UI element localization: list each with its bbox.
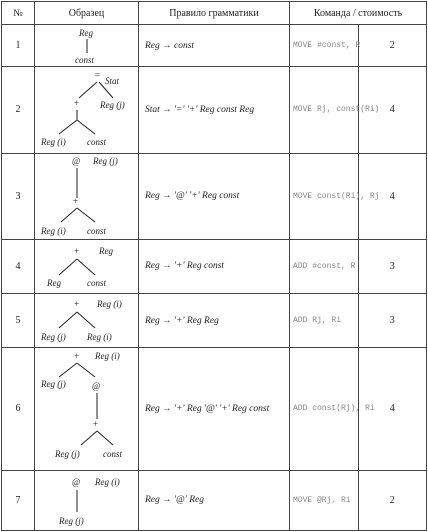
tree-edge bbox=[77, 259, 95, 275]
tree-node: const bbox=[86, 226, 106, 237]
tree-edge bbox=[77, 208, 95, 222]
grammar-rule: Reg → const bbox=[139, 25, 290, 67]
tree-node: + bbox=[92, 418, 98, 429]
table-row bbox=[2, 470, 427, 530]
row-number: 4 bbox=[2, 239, 35, 293]
header-pattern: Образец bbox=[35, 2, 139, 25]
tree-diagram bbox=[37, 241, 137, 291]
row-number: 6 bbox=[2, 348, 35, 470]
row-number: 1 bbox=[2, 25, 35, 67]
table-row bbox=[2, 239, 427, 293]
tree-node: Reg (i) bbox=[40, 226, 66, 237]
tree-node: Reg (j) bbox=[40, 378, 66, 389]
tree-node: + bbox=[73, 97, 79, 108]
tree-diagram bbox=[37, 26, 137, 66]
tree-node: Reg bbox=[78, 27, 93, 38]
tree-node: const bbox=[86, 136, 106, 147]
tree-node: Reg (j) bbox=[58, 516, 84, 527]
tree-node: Reg bbox=[46, 278, 61, 289]
table-row bbox=[2, 348, 427, 470]
tree-node: + bbox=[73, 350, 79, 361]
command: ADD const(Rj), Ri bbox=[290, 348, 359, 470]
grammar-rule: Reg → '+' Reg '@' '+' Reg const bbox=[139, 348, 290, 470]
tree-edge bbox=[59, 363, 77, 377]
pattern-tree bbox=[35, 25, 139, 67]
tree-edge bbox=[77, 120, 95, 134]
tree-node: + bbox=[73, 246, 79, 257]
header-rule: Правило грамматики bbox=[139, 2, 290, 25]
tree-node: Reg (i) bbox=[94, 350, 120, 361]
tree-node: Reg (i) bbox=[40, 136, 66, 147]
row-number: 7 bbox=[2, 470, 35, 530]
cost-value: 2 bbox=[358, 25, 427, 67]
grammar-rule: Reg → '@' '+' Reg const bbox=[139, 153, 290, 239]
tree-edge bbox=[59, 312, 77, 328]
tree-node: @ bbox=[91, 380, 100, 391]
cost-value: 3 bbox=[358, 239, 427, 293]
tree-node: @ bbox=[71, 477, 80, 488]
grammar-rule: Stat → '=' '+' Reg const Reg bbox=[139, 67, 290, 153]
tree-node: Reg bbox=[98, 246, 113, 257]
table-row bbox=[2, 67, 427, 153]
grammar-rule: Reg → '+' Reg Reg bbox=[139, 294, 290, 348]
cost-value: 4 bbox=[358, 67, 427, 153]
tree-node: Reg (j) bbox=[92, 156, 118, 167]
tree-edge bbox=[81, 431, 97, 445]
tree-diagram bbox=[37, 349, 137, 469]
tree-node: const bbox=[74, 54, 94, 65]
tree-edge bbox=[97, 431, 113, 445]
tree-diagram bbox=[37, 472, 137, 528]
grammar-rule: Reg → '@' Reg bbox=[139, 470, 290, 530]
command: ADD #const, R bbox=[290, 239, 359, 293]
command: ADD Rj, Ri bbox=[290, 294, 359, 348]
pattern-tree bbox=[35, 294, 139, 348]
header-row bbox=[2, 2, 427, 25]
tree-edge bbox=[79, 82, 97, 98]
tree-node: const bbox=[102, 448, 122, 459]
cost-value: 3 bbox=[358, 294, 427, 348]
pattern-tree bbox=[35, 470, 139, 530]
tree-node: Reg (i) bbox=[94, 477, 120, 488]
command: MOVE const(Ri), Rj bbox=[290, 153, 359, 239]
tree-node: Reg (j) bbox=[99, 99, 125, 110]
tree-node: = bbox=[94, 69, 100, 80]
instruction-selection-table bbox=[1, 1, 427, 531]
tree-edge bbox=[77, 363, 95, 377]
tree-node: + bbox=[72, 196, 78, 207]
tree-edge bbox=[59, 120, 77, 134]
header-cost: Команда / стоимость bbox=[290, 2, 427, 25]
header-num: № bbox=[2, 2, 35, 25]
tree-edge bbox=[77, 312, 95, 328]
tree-node: Stat bbox=[104, 75, 119, 86]
pattern-tree bbox=[35, 239, 139, 293]
tree-node: const bbox=[86, 278, 106, 289]
tree-edge bbox=[61, 208, 77, 222]
row-number: 5 bbox=[2, 294, 35, 348]
tree-node: @ bbox=[71, 156, 80, 167]
tree-diagram bbox=[37, 296, 137, 346]
pattern-tree bbox=[35, 67, 139, 153]
command: MOVE @Rj, Ri bbox=[290, 470, 359, 530]
row-number: 2 bbox=[2, 67, 35, 153]
table-row bbox=[2, 153, 427, 239]
pattern-tree bbox=[35, 348, 139, 470]
table-row bbox=[2, 294, 427, 348]
tree-node: Reg (i) bbox=[86, 331, 112, 342]
cost-value: 4 bbox=[358, 348, 427, 470]
pattern-tree bbox=[35, 153, 139, 239]
command: MOVE Rj, const(Ri) bbox=[290, 67, 359, 153]
tree-node: Reg (i) bbox=[96, 298, 122, 309]
tree-diagram bbox=[37, 68, 137, 152]
cost-value: 2 bbox=[358, 470, 427, 530]
table-row bbox=[2, 25, 427, 67]
tree-node: Reg (j) bbox=[54, 448, 80, 459]
cost-value: 4 bbox=[358, 153, 427, 239]
tree-node: Reg (j) bbox=[40, 331, 66, 342]
tree-diagram bbox=[37, 154, 137, 238]
command: MOVE #const, R bbox=[290, 25, 359, 67]
row-number: 3 bbox=[2, 153, 35, 239]
tree-node: + bbox=[73, 298, 79, 309]
tree-edge bbox=[59, 259, 77, 275]
grammar-rule: Reg → '+' Reg const bbox=[139, 239, 290, 293]
